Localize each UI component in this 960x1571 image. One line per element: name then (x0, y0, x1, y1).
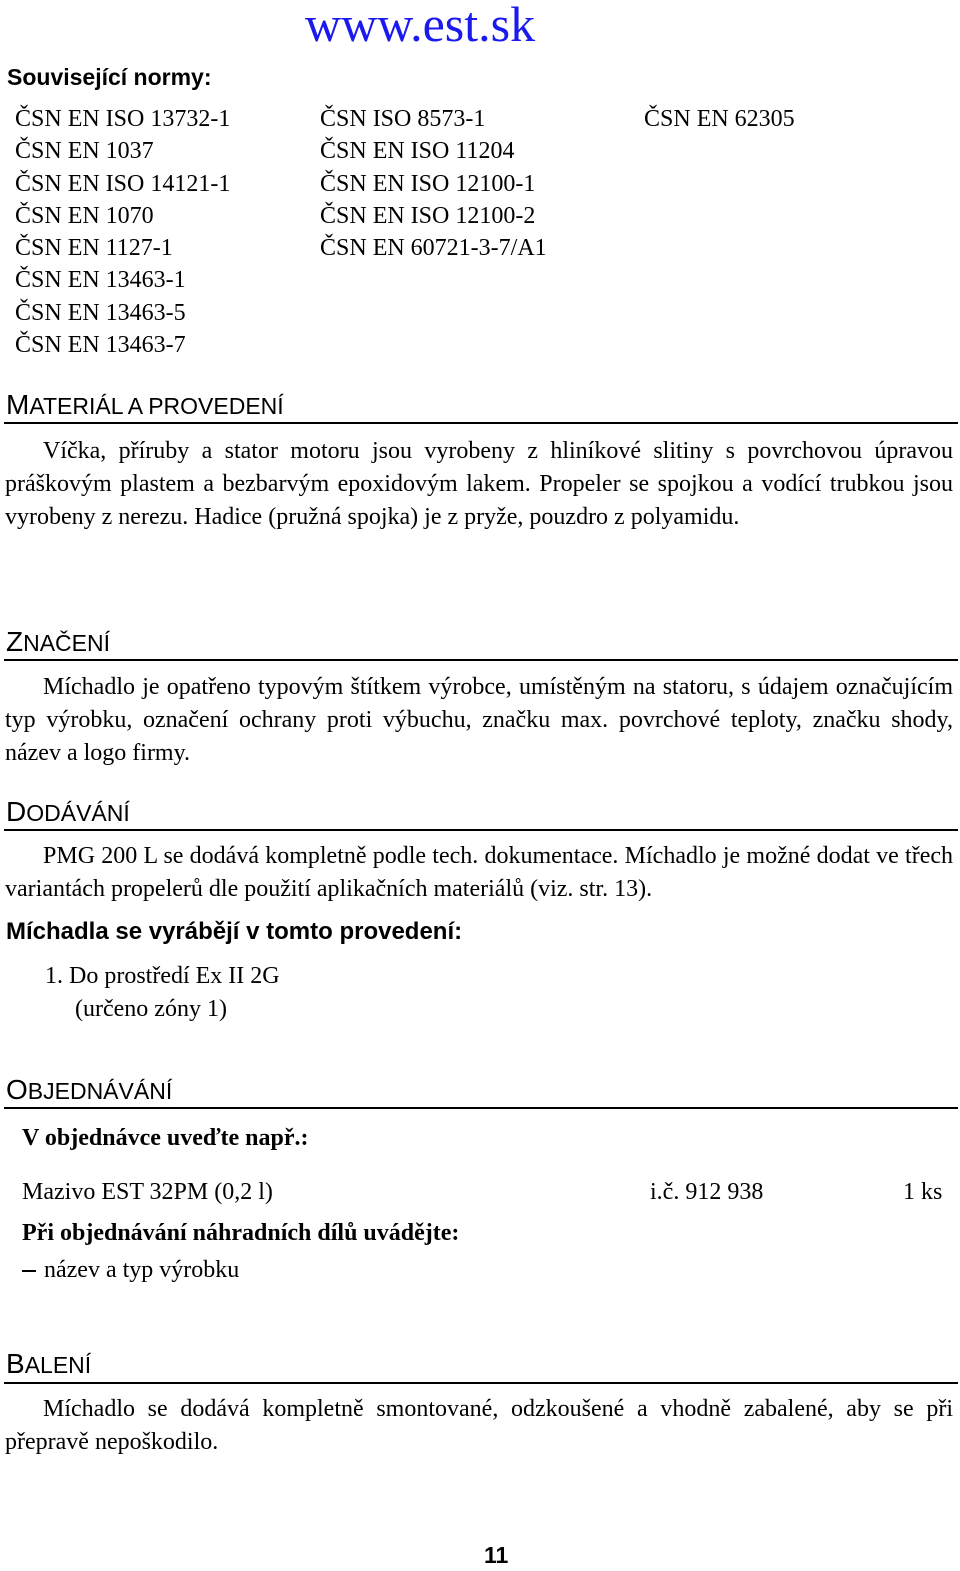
norm-item: ČSN EN 1127-1 (15, 235, 173, 262)
section-divider (4, 422, 958, 424)
variant-1-note: (určeno zóny 1) (75, 996, 227, 1022)
packaging-heading: BALENÍ (6, 1348, 92, 1379)
norms-column-1 (15, 103, 230, 361)
spare-parts-label: Při objednávání náhradních dílů uvádějte: (22, 1220, 460, 1246)
norm-item: ČSN EN ISO 12100-2 (320, 202, 536, 229)
marking-text: Míchadlo je opatřeno typovým štítkem výrobce, umístěným na statoru, s údajem označujícím typ výrobku, označení ochrany proti výbuchu, značku max. povrchové teploty, značku shody, název a logo firmy. (5, 674, 953, 766)
marking-heading: ZNAČENÍ (6, 626, 111, 657)
site-url: www.est.sk (305, 0, 536, 52)
norm-item: ČSN EN ISO 12100-1 (320, 170, 536, 197)
norm-item: ČSN EN 1070 (15, 202, 154, 229)
related-norms-label: Související normy: (7, 64, 212, 90)
norm-item: ČSN EN 1037 (15, 138, 154, 165)
delivery-heading: DODÁVÁNÍ (6, 796, 130, 827)
norms-column-2 (320, 103, 547, 264)
section-divider (4, 829, 958, 831)
norm-item: ČSN ISO 8573-1 (320, 106, 486, 132)
norm-item: ČSN EN 13463-5 (15, 299, 186, 326)
section-divider (4, 659, 958, 661)
spare-parts-item: název a typ výrobku (44, 1257, 240, 1283)
ordering-heading: OBJEDNÁVÁNÍ (6, 1074, 173, 1105)
section-divider (4, 1107, 958, 1109)
variants-heading: Míchadla se vyrábějí v tomto provedení: (6, 918, 463, 945)
section-divider (4, 1382, 958, 1384)
norms-column-3 (644, 103, 795, 135)
norm-item: ČSN EN 60721-3-7/A1 (320, 235, 547, 262)
order-example-item: Mazivo EST 32PM (0,2 l) (22, 1179, 273, 1205)
norm-item: ČSN EN ISO 14121-1 (15, 170, 231, 197)
order-example-quantity: 1 ks (903, 1179, 943, 1205)
order-example-label: V objednávce uveďte např.: (22, 1125, 309, 1151)
packaging-text: Míchadlo se dodává kompletně smontované, odzkoušené a vhodně zabalené, aby se při přepravě nepoškodilo. (5, 1396, 953, 1455)
norm-item: ČSN EN 13463-7 (15, 332, 186, 359)
norm-item: ČSN EN 13463-1 (15, 267, 186, 294)
norm-item: ČSN EN ISO 13732-1 (15, 106, 231, 132)
material-heading: MATERIÁL A PROVEDENÍ (6, 389, 284, 420)
norm-item: ČSN EN ISO 11204 (320, 138, 515, 165)
material-text: Víčka, příruby a stator motoru jsou vyrobeny z hliníkové slitiny s povrchovou úpravou práškovým plastem a bezbarvým epoxidovým lakem. Propeler se spojkou a vodící trubkou jsou vyrobeny z nerezu. Hadice (pružná spojka) je z pryže, pouzdro z polyamidu. (5, 438, 953, 530)
delivery-text: PMG 200 L se dodává kompletně podle tech. dokumentace. Míchadlo je možné dodat ve třech variantách propelerů dle použití aplikačních materiálů (viz. str. 13). (5, 843, 953, 902)
dash-bullet-icon (22, 1270, 36, 1272)
order-example-code: i.č. 912 938 (650, 1179, 764, 1205)
page-number: 11 (484, 1542, 509, 1568)
norm-item: ČSN EN 62305 (644, 106, 795, 132)
variant-1: 1. Do prostředí Ex II 2G (45, 963, 280, 989)
